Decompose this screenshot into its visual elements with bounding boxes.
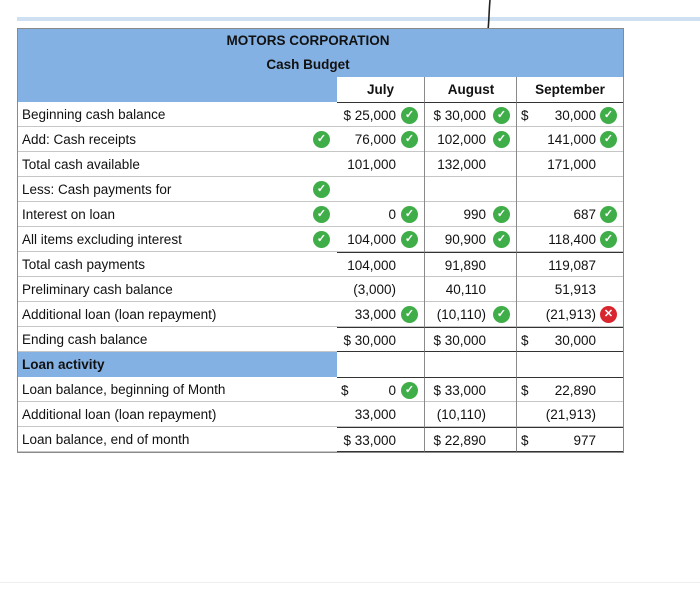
row-label: Interest on loan <box>22 207 116 222</box>
row-label: Beginning cash balance <box>22 107 166 122</box>
cash-budget-table <box>17 28 624 453</box>
row-label: Additional loan (loan repayment) <box>22 407 217 422</box>
july-value: $ 30,000 <box>343 333 396 348</box>
july-value: (3,000) <box>353 282 396 297</box>
july-cell <box>337 277 424 302</box>
september-cell <box>516 377 623 402</box>
check-icon: ✓ <box>493 306 510 323</box>
august-value: 132,000 <box>437 157 486 172</box>
september-cell <box>516 177 623 202</box>
row-label: Total cash available <box>22 157 140 172</box>
check-icon: ✓ <box>313 131 330 148</box>
july-value[interactable]: 0 <box>388 207 396 222</box>
july-cell <box>337 227 424 252</box>
cross-icon: ✕ <box>600 306 617 323</box>
august-value[interactable]: 102,000 <box>437 132 486 147</box>
table-row <box>18 302 623 327</box>
row-label: Additional loan (loan repayment) <box>22 307 217 322</box>
row-label: Total cash payments <box>22 257 146 272</box>
july-value[interactable]: 33,000 <box>354 307 396 322</box>
september-cell <box>516 152 623 177</box>
july-cell <box>337 377 424 402</box>
july-value: 33,000 <box>354 407 396 422</box>
september-cell <box>516 427 623 452</box>
august-cell <box>424 327 516 352</box>
july-value: $ 33,000 <box>343 433 396 448</box>
section-label: Loan activity <box>22 357 105 372</box>
july-value[interactable]: $ 25,000 <box>343 108 396 123</box>
july-value[interactable]: 0 <box>388 383 396 398</box>
september-cell <box>516 202 623 227</box>
company-name: MOTORS CORPORATION <box>226 33 390 48</box>
check-icon: ✓ <box>313 181 330 198</box>
table-row <box>18 252 623 277</box>
august-cell <box>424 427 516 452</box>
september-cell <box>516 102 623 127</box>
july-cell <box>337 252 424 277</box>
table-row <box>18 177 623 202</box>
august-value: 40,110 <box>445 282 486 297</box>
july-cell <box>337 352 424 377</box>
table-row <box>18 377 623 402</box>
july-cell <box>337 327 424 352</box>
september-cell <box>516 302 623 327</box>
september-cell <box>516 352 623 377</box>
table-row <box>18 227 623 252</box>
august-value: $ 33,000 <box>433 383 486 398</box>
column-september: September <box>535 82 605 97</box>
check-icon: ✓ <box>401 231 418 248</box>
august-cell <box>424 402 516 427</box>
table-row <box>18 127 623 152</box>
august-cell <box>424 377 516 402</box>
september-value: 977 <box>573 433 596 448</box>
check-icon: ✓ <box>493 206 510 223</box>
september-cell <box>516 327 623 352</box>
august-value: 91,890 <box>444 258 486 273</box>
august-cell <box>424 177 516 202</box>
table-row <box>18 152 623 177</box>
check-icon: ✓ <box>600 107 617 124</box>
september-cell <box>516 127 623 152</box>
july-value: 104,000 <box>347 258 396 273</box>
subtitle-header <box>18 53 623 77</box>
august-cell <box>424 152 516 177</box>
check-icon: ✓ <box>313 231 330 248</box>
check-icon: ✓ <box>600 131 617 148</box>
check-icon: ✓ <box>401 131 418 148</box>
row-label: Ending cash balance <box>22 332 148 347</box>
august-value[interactable]: 90,900 <box>444 232 486 247</box>
september-value[interactable]: 30,000 <box>554 108 596 123</box>
september-value: 22,890 <box>554 383 596 398</box>
check-icon: ✓ <box>600 231 617 248</box>
august-cell <box>424 127 516 152</box>
row-label: Loan balance, end of month <box>22 432 190 447</box>
row-label: Less: Cash payments for <box>22 182 172 197</box>
august-cell <box>424 302 516 327</box>
july-cell <box>337 177 424 202</box>
august-value[interactable]: $ 30,000 <box>433 108 486 123</box>
july-value[interactable]: 76,000 <box>354 132 396 147</box>
top-divider <box>17 17 700 21</box>
september-value: (21,913) <box>545 407 596 422</box>
check-icon: ✓ <box>401 382 418 399</box>
table-row <box>18 277 623 302</box>
july-value: 101,000 <box>347 157 396 172</box>
september-value[interactable]: 141,000 <box>547 132 596 147</box>
table-row <box>18 327 623 352</box>
august-cell <box>424 352 516 377</box>
july-cell <box>337 202 424 227</box>
dollar-sign: $ <box>521 333 529 348</box>
august-value: $ 22,890 <box>433 433 486 448</box>
check-icon: ✓ <box>313 206 330 223</box>
august-cell <box>424 252 516 277</box>
budget-subtitle: Cash Budget <box>266 57 350 72</box>
column-august: August <box>447 82 495 97</box>
july-cell <box>337 127 424 152</box>
september-value[interactable]: 118,400 <box>548 232 596 247</box>
august-header-cell <box>424 77 516 102</box>
check-icon: ✓ <box>401 107 418 124</box>
column-july: July <box>366 82 394 97</box>
july-cell <box>337 102 424 127</box>
july-cell <box>337 427 424 452</box>
august-value: (10,110) <box>436 407 486 422</box>
july-cell <box>337 402 424 427</box>
august-cell <box>424 227 516 252</box>
table-row <box>18 427 623 452</box>
column-header-row <box>18 77 623 102</box>
check-icon: ✓ <box>493 131 510 148</box>
row-label: All items excluding interest <box>22 232 182 247</box>
september-value[interactable]: 687 <box>573 207 596 222</box>
august-value[interactable]: (10,110) <box>436 307 486 322</box>
check-icon: ✓ <box>401 206 418 223</box>
bottom-divider <box>0 582 700 583</box>
august-value[interactable]: 990 <box>463 207 486 222</box>
september-value: 51,913 <box>554 282 596 297</box>
july-header-cell <box>337 77 424 102</box>
september-value[interactable]: (21,913) <box>545 307 596 322</box>
table-row <box>18 202 623 227</box>
table-row <box>18 102 623 127</box>
september-header-cell <box>516 77 623 102</box>
dollar-sign: $ <box>341 383 349 398</box>
july-cell <box>337 152 424 177</box>
september-cell <box>516 402 623 427</box>
july-value[interactable]: 104,000 <box>347 232 396 247</box>
dollar-sign: $ <box>521 433 529 448</box>
loan-activity-header-row <box>18 352 623 377</box>
row-label: Add: Cash receipts <box>22 132 137 147</box>
september-cell <box>516 277 623 302</box>
check-icon: ✓ <box>401 306 418 323</box>
dollar-sign: $ <box>521 383 529 398</box>
company-header <box>18 29 623 53</box>
august-cell <box>424 277 516 302</box>
row-label: Preliminary cash balance <box>22 282 173 297</box>
check-icon: ✓ <box>600 206 617 223</box>
september-cell <box>516 252 623 277</box>
september-value: 171,000 <box>547 157 596 172</box>
august-value: $ 30,000 <box>433 333 486 348</box>
september-cell <box>516 227 623 252</box>
dollar-sign: $ <box>521 108 529 123</box>
august-cell <box>424 102 516 127</box>
check-icon: ✓ <box>493 231 510 248</box>
september-value: 119,087 <box>548 258 596 273</box>
table-row <box>18 402 623 427</box>
july-cell <box>337 302 424 327</box>
row-label: Loan balance, beginning of Month <box>22 382 226 397</box>
check-icon: ✓ <box>493 107 510 124</box>
september-value: 30,000 <box>554 333 596 348</box>
august-cell <box>424 202 516 227</box>
